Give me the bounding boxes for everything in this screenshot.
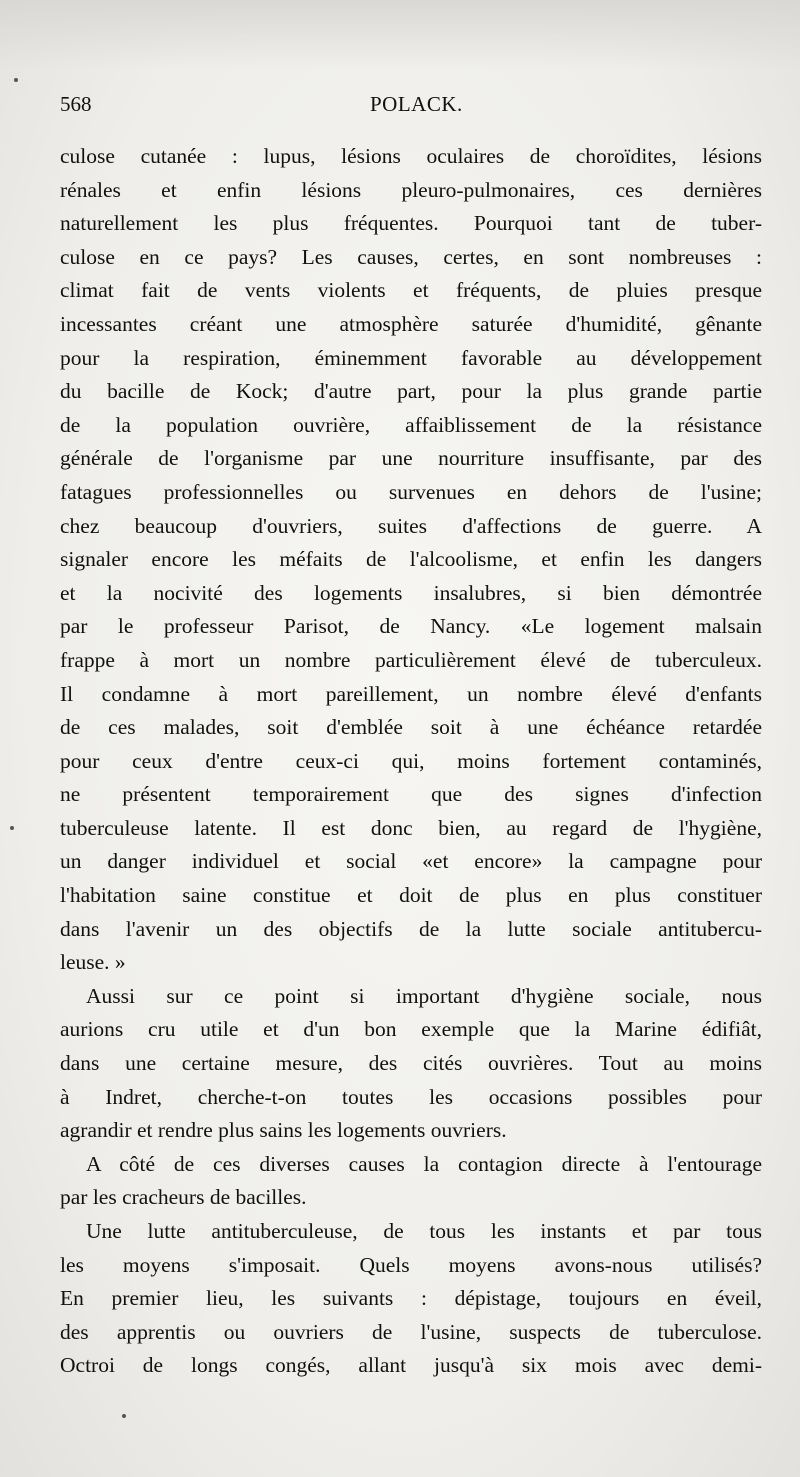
scan-speck bbox=[122, 1414, 126, 1418]
text-line: générale de l'organisme par une nourriture insuffisante, par des bbox=[60, 446, 762, 471]
text-line: les moyens s'imposait. Quels moyens avons-nous utilisés? bbox=[60, 1252, 762, 1277]
text-line: incessantes créant une atmosphère saturée d'humidité, gênante bbox=[60, 311, 762, 336]
text-line: aurions cru utile et d'un bon exemple que la Marine édifiât, bbox=[60, 1017, 762, 1042]
text-line: fatagues professionnelles ou survenues en dehors de l'usine; bbox=[60, 479, 762, 504]
text-line: du bacille de Kock; d'autre part, pour la plus grande partie bbox=[60, 379, 762, 404]
text-line: chez beaucoup d'ouvriers, suites d'affections de guerre. A bbox=[60, 513, 762, 538]
text-line: l'habitation saine constitue et doit de plus en plus constituer bbox=[60, 883, 762, 908]
scan-speck bbox=[14, 78, 18, 82]
text-line: un danger individuel et social «et encore» la campagne pour bbox=[60, 849, 762, 874]
text-line: tuberculeuse latente. Il est donc bien, au regard de l'hygiène, bbox=[60, 815, 762, 840]
text-line: Aussi sur ce point si important d'hygiène sociale, nous bbox=[86, 983, 762, 1008]
text-line: Octroi de longs congés, allant jusqu'à six mois avec demi- bbox=[60, 1353, 762, 1378]
text-line: pour la respiration, éminemment favorable au développement bbox=[60, 345, 762, 370]
text-line: A côté de ces diverses causes la contagion directe à l'entourage bbox=[86, 1151, 762, 1176]
text-line: de la population ouvrière, affaiblissement de la résistance bbox=[60, 412, 762, 437]
text-line: Une lutte antituberculeuse, de tous les instants et par tous bbox=[86, 1219, 762, 1243]
text-line: rénales et enfin lésions pleuro-pulmonaires, ces dernières bbox=[60, 177, 762, 202]
text-line: et la nocivité des logements insalubres, si bien démontrée bbox=[60, 580, 762, 605]
body-text bbox=[60, 140, 762, 1383]
page-header bbox=[60, 92, 750, 122]
text-line: En premier lieu, les suivants : dépistage, toujours en éveil, bbox=[60, 1286, 762, 1311]
text-line: frappe à mort un nombre particulièrement élevé de tuberculeux. bbox=[60, 647, 762, 672]
text-line: signaler encore les méfaits de l'alcoolisme, et enfin les dangers bbox=[60, 547, 762, 572]
text-line: à Indret, cherche-t-on toutes les occasions possibles pour bbox=[60, 1084, 762, 1109]
text-line: Il condamne à mort pareillement, un nombre élevé d'enfants bbox=[60, 681, 762, 706]
text-line: naturellement les plus fréquentes. Pourquoi tant de tuber- bbox=[60, 211, 762, 236]
running-title: POLACK. bbox=[370, 92, 463, 116]
text-line: dans une certaine mesure, des cités ouvrières. Tout au moins bbox=[60, 1051, 762, 1076]
text-line: ne présentent temporairement que des signes d'infection bbox=[60, 782, 762, 807]
scan-shadow bbox=[0, 0, 800, 70]
text-line: culose en ce pays? Les causes, certes, en sont nombreuses : bbox=[60, 244, 762, 269]
text-line: par le professeur Parisot, de Nancy. «Le logement malsain bbox=[60, 614, 762, 639]
text-line: de ces malades, soit d'emblée soit à une échéance retardée bbox=[60, 715, 762, 740]
page-number: 568 bbox=[60, 92, 92, 116]
text-line: dans l'avenir un des objectifs de la lutte sociale antitubercu- bbox=[60, 916, 762, 941]
text-line: culose cutanée : lupus, lésions oculaires de choroïdites, lésions bbox=[60, 144, 762, 168]
text-line: pour ceux d'entre ceux-ci qui, moins fortement contaminés, bbox=[60, 748, 762, 773]
scan-speck bbox=[10, 826, 14, 830]
text-line: par les cracheurs de bacilles. bbox=[60, 1185, 307, 1210]
text-line: leuse. » bbox=[60, 950, 126, 975]
text-line: des apprentis ou ouvriers de l'usine, suspects de tuberculose. bbox=[60, 1319, 762, 1344]
text-line: climat fait de vents violents et fréquents, de pluies presque bbox=[60, 278, 762, 303]
text-line: agrandir et rendre plus sains les logements ouvriers. bbox=[60, 1118, 507, 1143]
